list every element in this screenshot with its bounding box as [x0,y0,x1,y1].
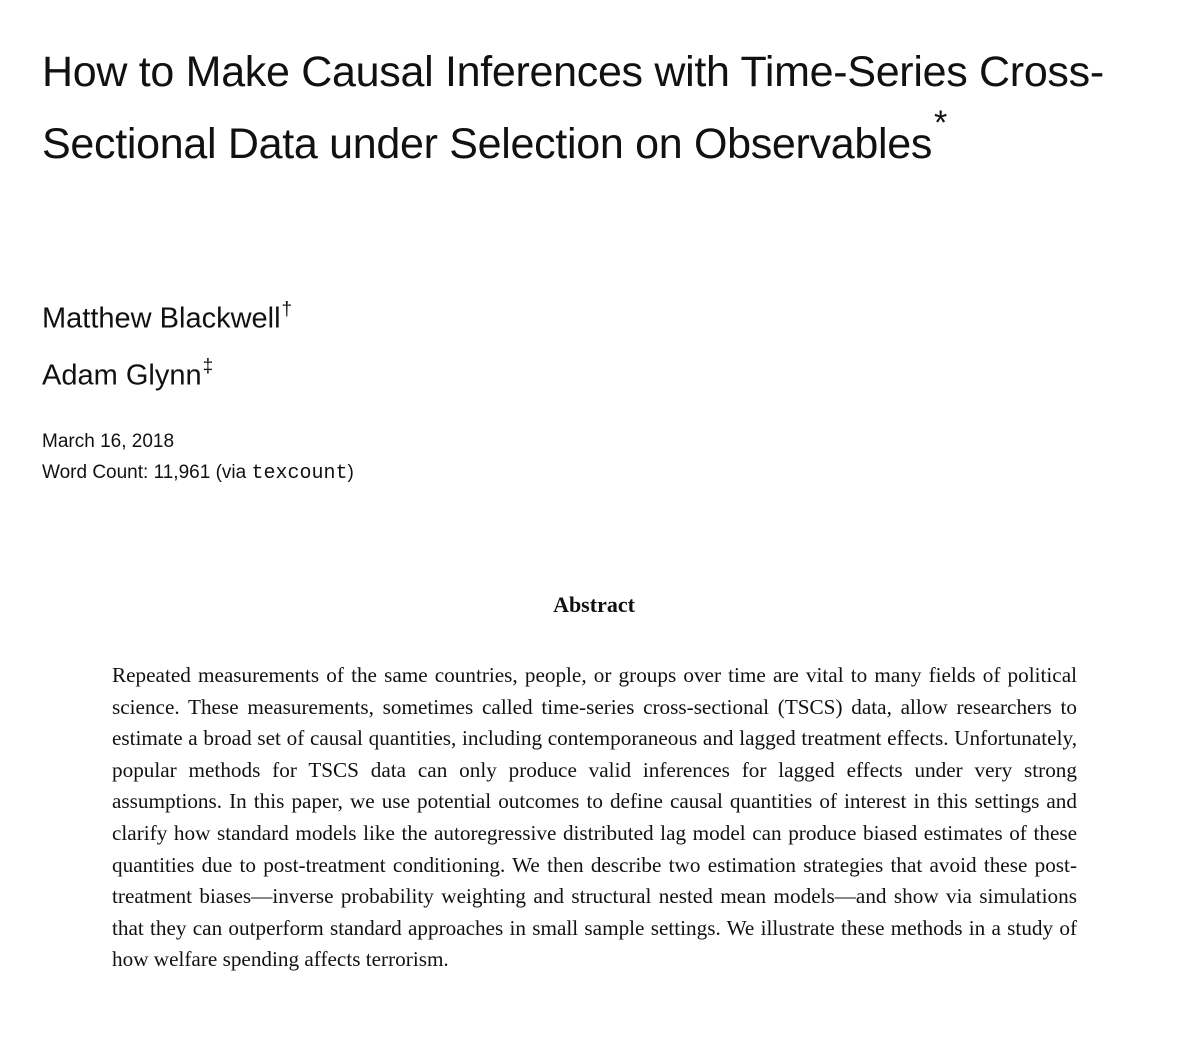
title-footnote-mark: * [934,104,947,142]
abstract-heading: Abstract [553,592,635,617]
author-name: Adam Glynn [42,359,202,392]
author-name: Matthew Blackwell [42,302,281,335]
word-count [42,457,354,489]
author-1 [42,287,292,344]
author-footnote-mark: ‡ [202,355,214,377]
paper-date: March 16, 2018 [42,431,175,452]
paper-meta [42,426,354,489]
abstract-body: Repeated measurements of the same countries, people, or groups over time are vital to many fields of political science. These measurements, sometimes called time-series cross-sectional (TSCS) data, allow researchers to estimate a broad set of causal quantities, including contemporaneous and lagged treatment effects. Unfortunately, popular methods for TSCS data can only produce valid inferences for lagged effects under very strong assumptions. In this paper, we use potential outcomes to define causal quantities of interest in this settings and clarify how standard models like the autoregressive distributed lag model can produce biased estimates of these quantities due to post-treatment conditioning. We then describe two estimation strategies that avoid these post-treatment biases—inverse probability weighting and structural nested mean models—and show via simulations that they can outperform standard approaches in small sample settings. We illustrate these methods in a study of how welfare spending affects terrorism. [112,663,1077,972]
word-count-tool: texcount [251,462,348,485]
paper-title-text: How to Make Causal Inferences with Time-Series Cross-Sectional Data under Selection on Observables [42,48,1104,168]
paper-title [42,36,1162,183]
word-count-suffix: ) [347,462,354,483]
author-list [42,287,292,400]
author-footnote-mark: † [281,299,293,320]
word-count-prefix: Word Count: 11,961 (via [42,462,252,483]
author-2 [42,344,292,401]
